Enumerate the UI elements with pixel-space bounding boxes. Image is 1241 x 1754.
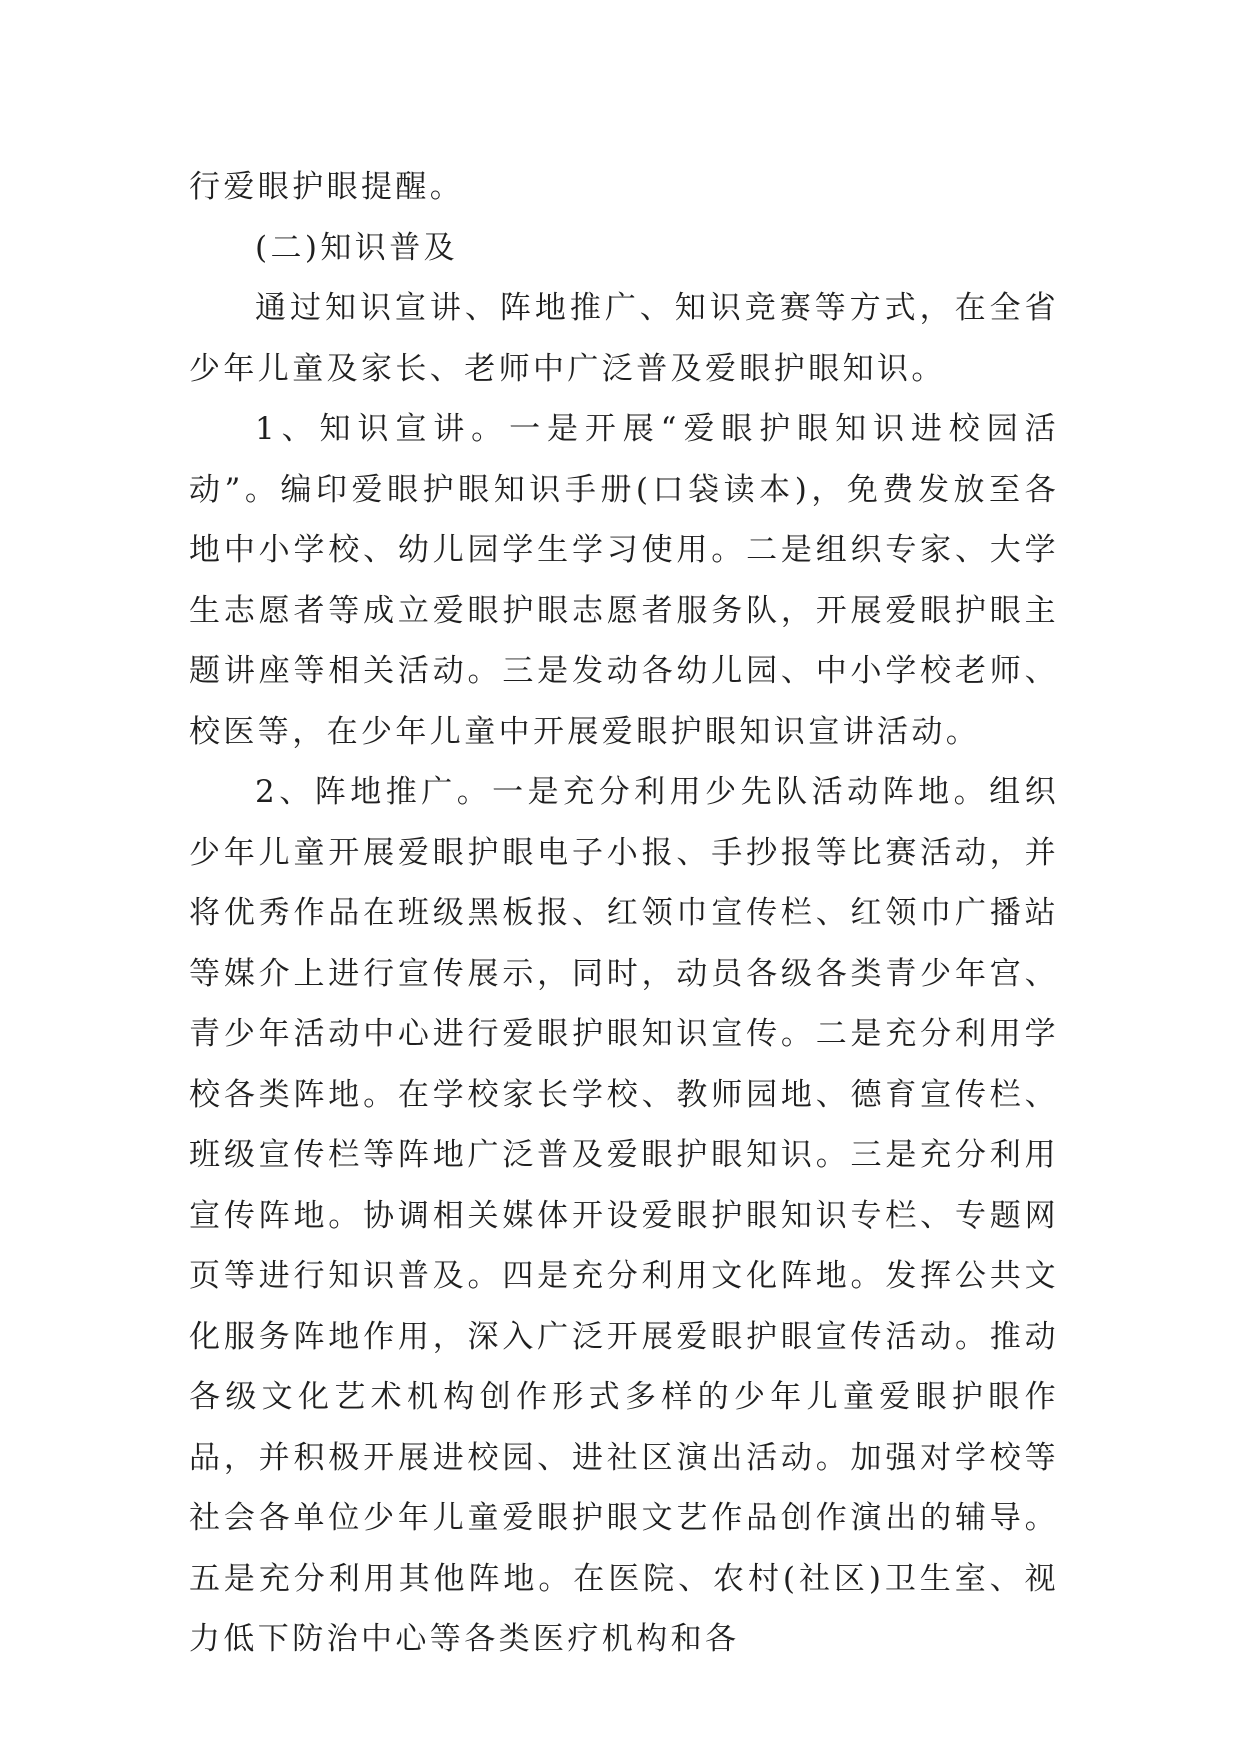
paragraph-continuation: 行爱眼护眼提醒。	[189, 169, 465, 205]
paragraph-knowledge-lecture: 1、知识宣讲。一是开展“爱眼护眼知识进校园活动”。编印爱眼护眼知识手册(口袋读本)，免费发放至各地中小学校、幼儿园学生学习使用。二是组织专家、大学生志愿者等成立爱眼护眼志愿者服务队，开展爱眼护眼主题讲座等相关活动。三是发动各幼儿园、中小学校老师、校医等，在少年儿童中开展爱眼护眼知识宣讲活动。	[189, 411, 1059, 750]
paragraph-intro: 通过知识宣讲、阵地推广、知识竞赛等方式，在全省少年儿童及家长、老师中广泛普及爱眼护眼知识。	[189, 290, 1059, 387]
paragraph-position-promotion: 2、阵地推广。一是充分利用少先队活动阵地。组织少年儿童开展爱眼护眼电子小报、手抄报等比赛活动，并将优秀作品在班级黑板报、红领巾宣传栏、红领巾广播站等媒介上进行宣传展示，同时，动员各级各类青少年宫、青少年活动中心进行爱眼护眼知识宣传。二是充分利用学校各类阵地。在学校家长学校、教师园地、德育宣传栏、班级宣传栏等阵地广泛普及爱眼护眼知识。三是充分利用宣传阵地。协调相关媒体开设爱眼护眼知识专栏、专题网页等进行知识普及。四是充分利用文化阵地。发挥公共文化服务阵地作用，深入广泛开展爱眼护眼宣传活动。推动各级文化艺术机构创作形式多样的少年儿童爱眼护眼作品，并积极开展进校园、进社区演出活动。加强对学校等社会各单位少年儿童爱眼护眼文艺作品创作演出的辅导。五是充分利用其他阵地。在医院、农村(社区)卫生室、视力低下防治中心等各类医疗机构和各	[189, 774, 1059, 1657]
document-body	[189, 157, 1059, 1670]
section-heading-knowledge-popularization: (二)知识普及	[255, 229, 458, 266]
